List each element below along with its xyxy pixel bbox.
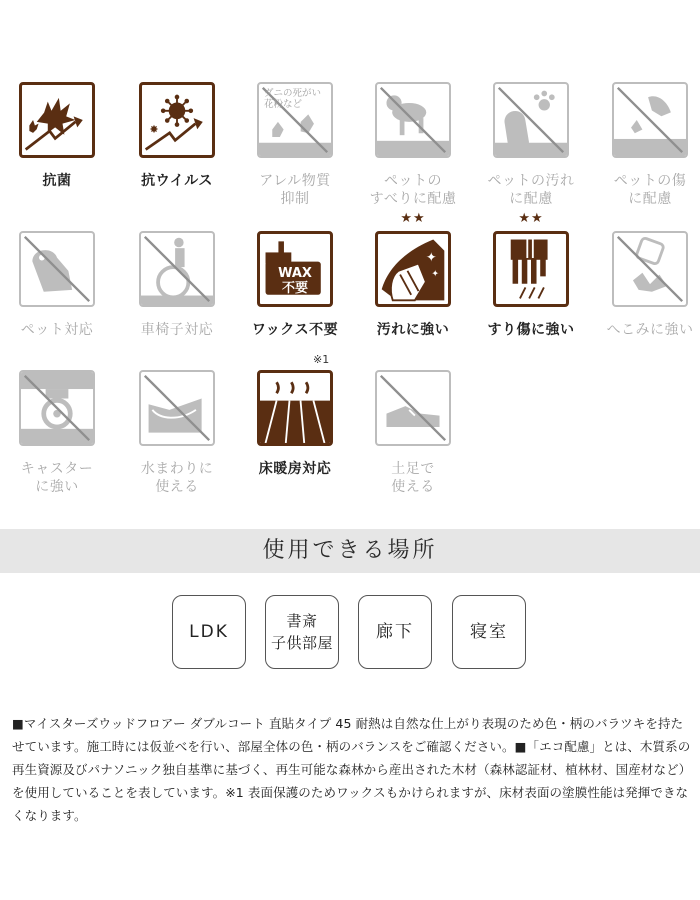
feature-label: 抗菌 (42, 173, 72, 189)
feature-item (353, 370, 473, 496)
feature-item (235, 82, 355, 208)
feature-item (235, 370, 355, 478)
feature-item (0, 370, 117, 496)
wheelchair-icon (139, 231, 215, 307)
place-hallway: 廊下 (358, 595, 432, 669)
rating-stars: ★★ (518, 211, 544, 226)
place-ldk: LDK (172, 595, 246, 669)
stain-resistant-icon (375, 231, 451, 307)
svg-text:✸: ✸ (149, 122, 159, 136)
place-bedroom: 寝室 (452, 595, 526, 669)
rating-stars: ★★ (400, 211, 426, 226)
feature-label: キャスター に強い (20, 461, 94, 495)
pet-dirt-icon (493, 82, 569, 158)
feature-item (0, 82, 117, 190)
svg-text:✦: ✦ (431, 268, 440, 280)
places-heading: 使用できる場所 (0, 529, 700, 573)
feature-label: 抗ウイルス (141, 173, 213, 189)
feature-label: 床暖房対応 (258, 461, 332, 477)
feature-item (117, 231, 237, 339)
feature-label: アレル物質 抑制 (259, 173, 331, 207)
feature-item (235, 231, 355, 366)
feature-label: ペットの すべりに配慮 (369, 173, 457, 207)
feature-item (471, 82, 591, 208)
floor-heating-icon (257, 370, 333, 446)
feature-item (0, 231, 117, 339)
allergen-icon (257, 82, 333, 158)
feature-item (353, 211, 473, 339)
feature-label: 汚れに強い (376, 322, 450, 338)
pet-scratch-icon (612, 82, 688, 158)
pet-icon (19, 231, 95, 307)
feature-label: すり傷に強い (487, 322, 575, 338)
scratch-resistant-icon (493, 231, 569, 307)
notes-text: ■マイスターズウッドフロアー ダブルコート 直貼タイプ 45 耐熱は自然な仕上がり表現のため色・柄のバラツキを持たせています。施工時には仮並べを行い、部屋全体の色・柄のバランスをご確認ください。■「エコ配慮」とは、木質系の再生資源及びパナソニック独自基準に基づく、再生可能な森林から産出された木材（森林認証材、植林材、国産材など）を使用していることを表しています。※1 表面保護のためワックスもかけられますが、床材表面の塗膜性能は発揮できなくなります。 (12, 716, 692, 823)
feature-item (471, 211, 591, 339)
water-area-icon (139, 370, 215, 446)
place-study-kids-room: 書斎 子供部屋 (265, 595, 339, 669)
feature-label: ペットの傷 に配慮 (613, 173, 687, 207)
feature-item (590, 231, 700, 339)
feature-item (353, 82, 473, 208)
pet-slip-icon (375, 82, 451, 158)
caster-icon (19, 370, 95, 446)
svg-text:✦: ✦ (425, 250, 437, 266)
feature-label: 水まわりに 使える (140, 461, 214, 495)
shoes-icon (375, 370, 451, 446)
feature-label: 車椅子対応 (140, 322, 214, 338)
icon-caption: WAX 不要 (278, 266, 312, 296)
dent-resistant-icon (612, 231, 688, 307)
feature-item (117, 82, 237, 190)
feature-label: へこみに強い (606, 322, 694, 338)
feature-item (590, 82, 700, 208)
icon-caption: ダニの死がい 花粉など (264, 88, 322, 110)
antibacterial-icon (19, 82, 95, 158)
footnote-mark: ※1 (313, 353, 330, 366)
antivirus-icon (139, 82, 215, 158)
feature-label: ワックス不要 (251, 322, 339, 338)
feature-label: ペットの汚れ に配慮 (487, 173, 575, 207)
feature-label: ペット対応 (20, 322, 94, 338)
feature-label: 土足で 使える (391, 461, 435, 495)
wax-free-icon (257, 231, 333, 307)
feature-item (117, 370, 237, 496)
